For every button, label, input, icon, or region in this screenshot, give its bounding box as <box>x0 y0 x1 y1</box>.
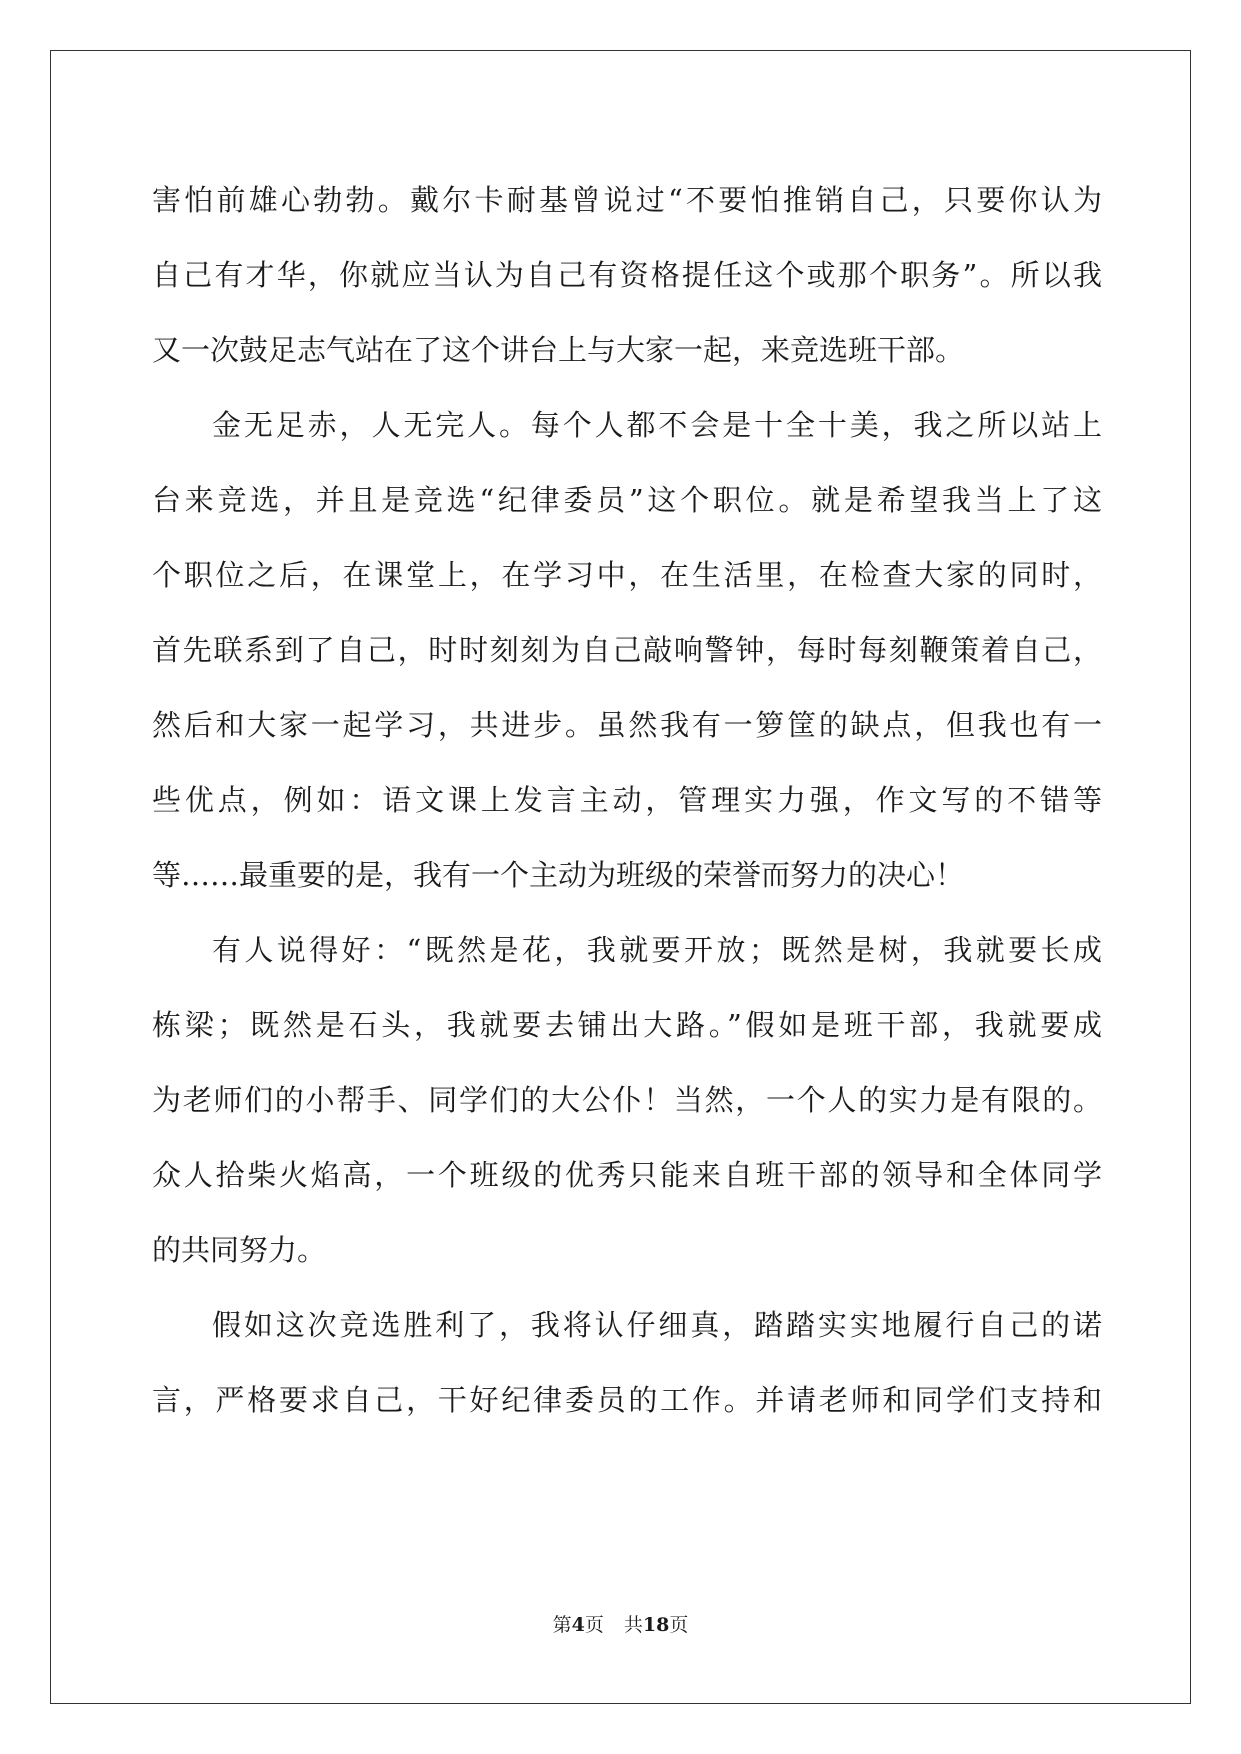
page-total: 18 <box>642 1614 670 1636</box>
text-line: 栋梁；既然是石头，我就要去铺出大路。”假如是班干部，我就要成 <box>152 1008 1102 1042</box>
text-line: 等……最重要的是，我有一个主动为班级的荣誉而努力的决心！ <box>152 858 965 892</box>
text-line: 个职位之后，在课堂上，在学习中，在生活里，在检查大家的同时， <box>152 558 1102 592</box>
page-current: 4 <box>571 1614 585 1636</box>
text-line: 众人拾柴火焰高，一个班级的优秀只能来自班干部的领导和全体同学 <box>152 1158 1102 1192</box>
text-line: 的共同努力。 <box>152 1233 327 1267</box>
text-line: 害怕前雄心勃勃。戴尔卡耐基曾说过“不要怕推销自己，只要你认为 <box>152 183 1102 217</box>
paragraph-first-line: 有人说得好：“既然是花，我就要开放；既然是树，我就要长成 <box>212 933 1102 967</box>
text-line: 然后和大家一起学习，共进步。虽然我有一箩筐的缺点，但我也有一 <box>152 708 1102 742</box>
text-line: 自己有才华，你就应当认为自己有资格提任这个或那个职务”。所以我 <box>152 258 1102 292</box>
document-body <box>152 163 1102 1438</box>
paragraph-first-line: 假如这次竞选胜利了，我将认仔细真，踏踏实实地履行自己的诺 <box>212 1308 1102 1342</box>
page-footer <box>0 1610 1241 1637</box>
text-line: 言，严格要求自己，干好纪律委员的工作。并请老师和同学们支持和 <box>152 1383 1102 1417</box>
text-line: 为老师们的小帮手、同学们的大公仆！当然，一个人的实力是有限的。 <box>152 1083 1102 1117</box>
text-line: 首先联系到了自己，时时刻刻为自己敲响警钟，每时每刻鞭策着自己， <box>152 633 1102 667</box>
text-line: 台来竞选，并且是竞选“纪律委员”这个职位。就是希望我当上了这 <box>152 483 1102 517</box>
text-line: 些优点，例如：语文课上发言主动，管理实力强，作文写的不错等 <box>152 783 1102 817</box>
total-suffix: 页 <box>669 1614 689 1636</box>
page-suffix: 页 <box>584 1614 604 1636</box>
total-prefix: 共 <box>623 1614 643 1636</box>
text-line: 又一次鼓足志气站在了这个讲台上与大家一起，来竞选班干部。 <box>152 333 965 367</box>
page-prefix: 第 <box>552 1614 572 1636</box>
paragraph-first-line: 金无足赤，人无完人。每个人都不会是十全十美，我之所以站上 <box>212 408 1102 442</box>
